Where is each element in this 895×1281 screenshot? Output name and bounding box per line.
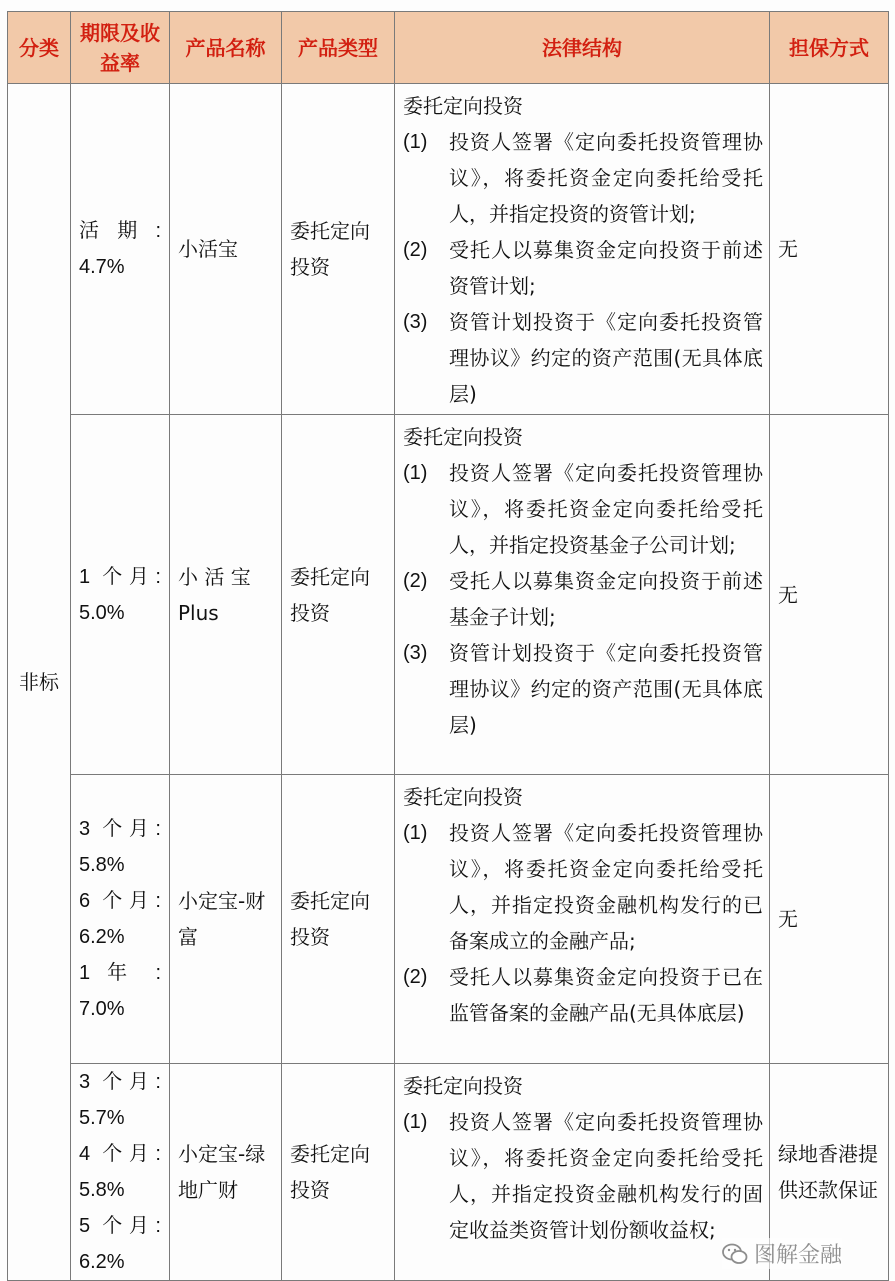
legal-structure-cell xyxy=(395,1064,770,1281)
product-name-cell: 小 活 宝 Plus xyxy=(170,415,282,775)
guarantee-cell: 无 xyxy=(770,415,889,775)
legal-intro: 委托定向投资 xyxy=(403,425,523,449)
header-guarantee: 担保方式 xyxy=(770,12,889,84)
product-name-cell: 小定宝-绿地广财 xyxy=(170,1064,282,1281)
header-term: 期限及收益率 xyxy=(71,12,170,84)
term-line: 1 个月: xyxy=(79,565,161,588)
term-line: 1 年 : xyxy=(79,962,161,984)
legal-item xyxy=(403,124,763,232)
guarantee-cell: 无 xyxy=(770,84,889,415)
legal-item-text: 资管计划投资于《定向委托投资管理协议》约定的资产范围(无具体底层) xyxy=(449,641,763,737)
legal-structure-cell xyxy=(395,84,770,415)
term-line: 5.8% xyxy=(79,854,125,876)
term-line: 5 个月: xyxy=(79,1215,161,1237)
guarantee-cell: 绿地香港提供还款保证 xyxy=(770,1064,889,1281)
wechat-icon xyxy=(722,1241,748,1267)
term-line: 3 个月: xyxy=(79,818,161,840)
header-product-type: 产品类型 xyxy=(282,12,395,84)
legal-item xyxy=(403,959,763,1031)
legal-item-index: (2) xyxy=(403,966,428,988)
term-cell xyxy=(71,1064,170,1281)
legal-structure-cell xyxy=(395,415,770,775)
legal-item xyxy=(403,635,763,743)
header-row xyxy=(8,12,889,84)
watermark-text: 图解金融 xyxy=(754,1243,843,1268)
term-line: 活 期 : xyxy=(79,220,161,242)
category-cell: 非标 xyxy=(8,84,71,1281)
legal-item xyxy=(403,455,763,563)
term-line: 6.2% xyxy=(79,1251,125,1273)
header-legal-structure: 法律结构 xyxy=(395,12,770,84)
legal-item-index: (1) xyxy=(403,1111,428,1133)
term-line: 5.0% xyxy=(79,601,125,624)
legal-intro: 委托定向投资 xyxy=(403,94,523,118)
legal-item-text: 投资人签署《定向委托投资管理协议》，将委托资金定向委托给受托人，并指定投资金融机构发行的固定收益类资管计划份额收益权; xyxy=(449,1110,763,1242)
legal-intro: 委托定向投资 xyxy=(403,785,523,809)
legal-item xyxy=(403,815,763,959)
product-table xyxy=(7,11,889,1281)
product-type-cell: 委托定向投资 xyxy=(282,84,395,415)
legal-item-index: (3) xyxy=(403,642,428,664)
legal-structure-cell xyxy=(395,775,770,1064)
legal-item xyxy=(403,232,763,304)
term-line: 6.2% xyxy=(79,926,125,948)
term-line: 3 个月: xyxy=(79,1071,161,1093)
legal-item xyxy=(403,1104,763,1248)
guarantee-cell: 无 xyxy=(770,775,889,1064)
table-row xyxy=(8,415,889,775)
term-line: 6 个月: xyxy=(79,890,161,912)
term-line: 5.7% xyxy=(79,1107,125,1129)
product-type-cell: 委托定向投资 xyxy=(282,775,395,1064)
legal-item-text: 投资人签署《定向委托投资管理协议》，将委托资金定向委托给受托人，并指定投资的资管计划; xyxy=(449,130,763,226)
legal-item-index: (2) xyxy=(403,570,428,592)
legal-item-index: (2) xyxy=(403,239,428,261)
table-row xyxy=(8,775,889,1064)
table-body xyxy=(8,84,889,1281)
header-product-name: 产品名称 xyxy=(170,12,282,84)
watermark xyxy=(722,1238,842,1269)
legal-item-text: 资管计划投资于《定向委托投资管理协议》约定的资产范围(无具体底层) xyxy=(449,310,763,406)
term-line: 4.7% xyxy=(79,256,125,278)
legal-item-index: (1) xyxy=(403,131,428,153)
header-category: 分类 xyxy=(8,12,71,84)
legal-item-index: (1) xyxy=(403,462,428,484)
term-cell xyxy=(71,775,170,1064)
term-line: 4 个月: xyxy=(79,1143,161,1165)
term-line: 5.8% xyxy=(79,1179,125,1201)
legal-item-index: (1) xyxy=(403,822,428,844)
term-cell xyxy=(71,415,170,775)
legal-item xyxy=(403,563,763,635)
product-type-cell: 委托定向投资 xyxy=(282,1064,395,1281)
term-cell xyxy=(71,84,170,415)
legal-item-text: 受托人以募集资金定向投资于前述资管计划; xyxy=(449,238,763,298)
product-name-cell: 小活宝 xyxy=(170,84,282,415)
legal-item-text: 受托人以募集资金定向投资于前述基金子计划; xyxy=(449,569,763,629)
legal-item-text: 受托人以募集资金定向投资于已在监管备案的金融产品(无具体底层) xyxy=(449,965,763,1025)
product-type-cell: 委托定向投资 xyxy=(282,415,395,775)
table-row xyxy=(8,84,889,415)
legal-item-text: 投资人签署《定向委托投资管理协议》，将委托资金定向委托给受托人，并指定投资基金子公司计划; xyxy=(449,461,763,557)
term-line: 7.0% xyxy=(79,998,125,1020)
legal-item-index: (3) xyxy=(403,311,428,333)
legal-item xyxy=(403,304,763,412)
legal-item-text: 投资人签署《定向委托投资管理协议》，将委托资金定向委托给受托人，并指定投资金融机构发行的已备案成立的金融产品; xyxy=(449,821,763,953)
legal-intro: 委托定向投资 xyxy=(403,1074,523,1098)
product-name-cell: 小定宝-财富 xyxy=(170,775,282,1064)
